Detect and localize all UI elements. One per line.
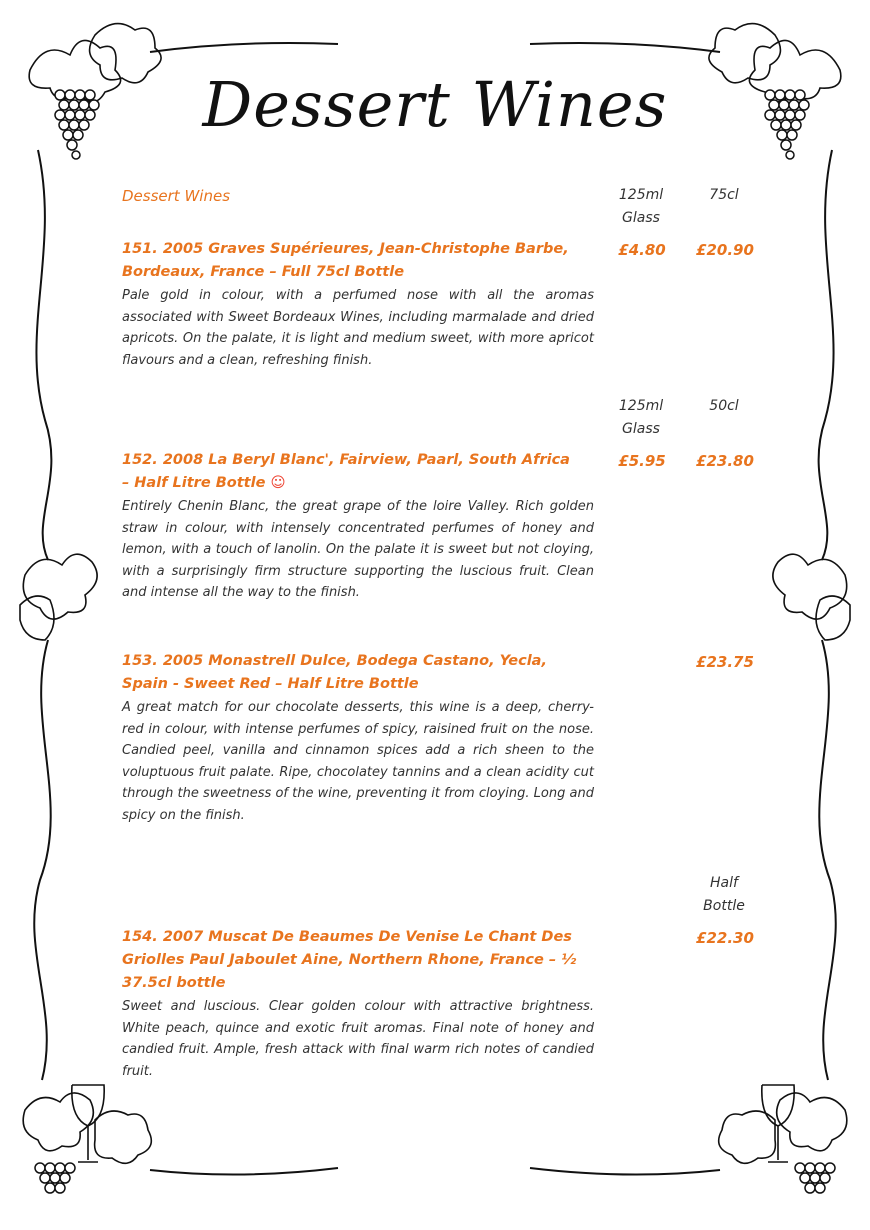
page-title: Dessert Wines	[202, 68, 668, 141]
col-half-label: Half	[710, 875, 738, 891]
col-bottle-size-2: 50cl	[709, 398, 739, 414]
wine-154-title-line2: Griolles Paul Jaboulet Aine, Northern Rhone, France – ½	[122, 952, 577, 968]
wine-152-title-line1: 152. 2008 La Beryl Blanc', Fairview, Paarl, South Africa	[122, 452, 570, 468]
wine-152-description: Entirely Chenin Blanc, the great grape of the loire Valley. Rich golden straw in colour, with intensely concentrated perfumes of honey and lemon, with a touch of lanolin. On the palate it is sweet but not cloying, with a surprisingly firm structure supporting the luscious fruit. Clean and intense all the way to the finish.	[122, 499, 594, 601]
wine-151-title-line1: 151. 2005 Graves Supérieures, Jean-Christophe Barbe,	[122, 241, 569, 257]
wine-151-glass-price: £4.80	[618, 241, 666, 259]
col-glass-label-2: Glass	[622, 421, 660, 437]
wine-154-title-line1: 154. 2007 Muscat De Beaumes De Venise Le Chant Des	[122, 929, 572, 945]
section-heading: Dessert Wines	[122, 187, 231, 205]
wine-154-title-line3: 37.5cl bottle	[122, 975, 226, 991]
col-bottle-label: Bottle	[703, 898, 745, 914]
wine-152-bottle-price: £23.80	[696, 452, 754, 470]
smiley-icon: ☺	[270, 475, 286, 491]
wine-152-title-line2: – Half Litre Bottle ☺	[122, 475, 286, 491]
wine-154-description: Sweet and luscious. Clear golden colour with attractive brightness. White peach, quince and exotic fruit aromas. Final note of honey and candied fruit. Ample, fresh attack with final warm rich notes of candied fruit.	[122, 999, 594, 1079]
wine-151-bottle-price: £20.90	[696, 241, 754, 259]
wine-153-title-line2: Spain - Sweet Red – Half Litre Bottle	[122, 676, 419, 692]
wine-154-bottle-price: £22.30	[696, 929, 754, 947]
wine-152-glass-price: £5.95	[618, 452, 666, 470]
col-bottle-size: 75cl	[709, 187, 739, 203]
wine-153-bottle-price: £23.75	[696, 653, 754, 671]
wine-151-title-line2: Bordeaux, France – Full 75cl Bottle	[122, 264, 405, 280]
wine-153-title-line1: 153. 2005 Monastrell Dulce, Bodega Castano, Yecla,	[122, 653, 547, 669]
col-glass-size: 125ml	[618, 187, 664, 203]
wine-151-description: Pale gold in colour, with a perfumed nose with all the aromas associated with Sweet Bordeaux Wines, including marmalade and dried apricots. On the palate, it is light and medium sweet, with more apricot flavours and a clean, refreshing finish.	[122, 288, 594, 368]
col-glass-label: Glass	[622, 210, 660, 226]
col-glass-size-2: 125ml	[618, 398, 664, 414]
wine-153-description: A great match for our chocolate desserts, this wine is a deep, cherry-red in colour, with intense perfumes of spicy, raisined fruit on the nose. Candied peel, vanilla and cinnamon spices add a rich sheen to the voluptuous fruit palate. Ripe, chocolatey tannins and a clean acidity cut through the sweetness of the wine, preventing it from cloying. Long and spicy on the finish.	[122, 700, 594, 823]
